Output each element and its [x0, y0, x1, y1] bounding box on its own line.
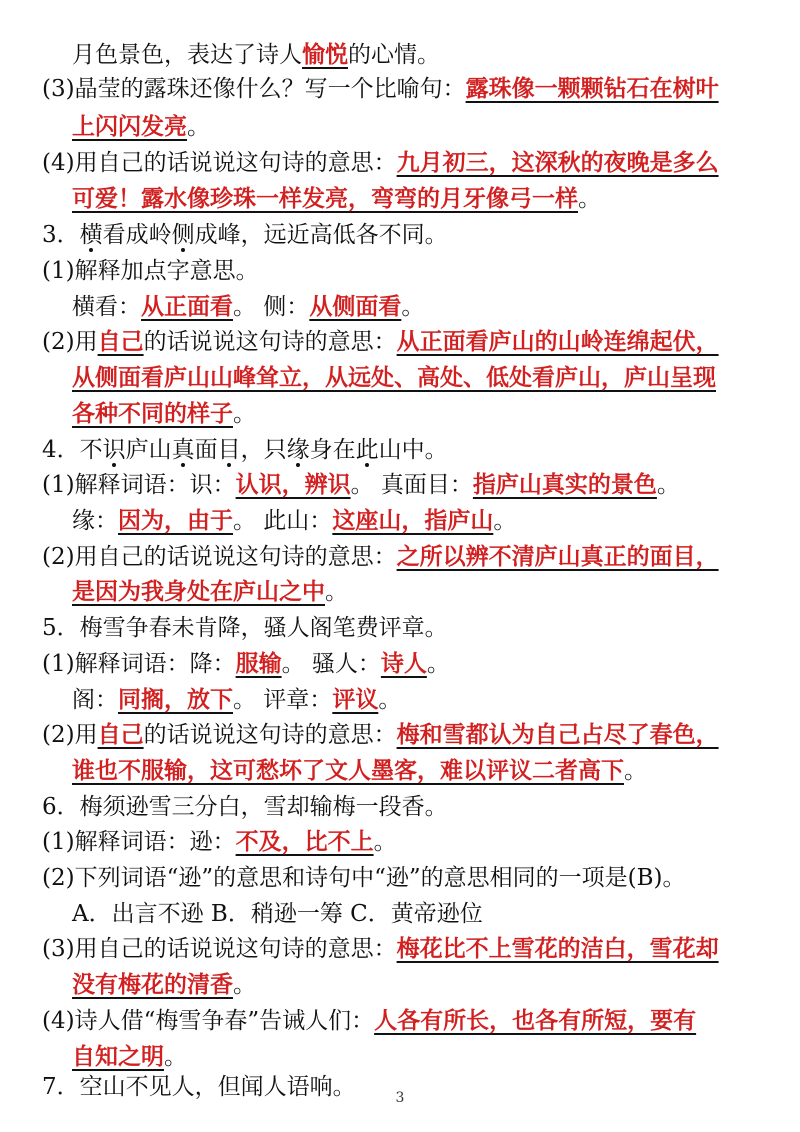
answer-text: 梅花比不上雪花的洁白，雪花却 — [396, 935, 719, 962]
answer-text: 没有梅花的清香 — [72, 971, 233, 998]
answer-text: 从正面看庐山的山岭连绵起伏， — [396, 328, 719, 355]
answer-text: 从正面看 — [141, 293, 233, 320]
text-line — [42, 146, 770, 180]
prompt-text: 3． — [42, 222, 80, 248]
dotted-char: 横 — [79, 222, 103, 248]
answer-text: 谁也不服输，这可愁坏了文人墨客，难以评议二者高下 — [72, 757, 624, 784]
text-line — [42, 540, 770, 574]
prompt-text: (3)用自己的话说说这句诗的意思： — [42, 936, 397, 962]
prompt-text: ，只 — [240, 437, 287, 463]
prompt-text: 缘： — [72, 508, 118, 534]
text-line — [72, 575, 770, 609]
dotted-char: 真 — [171, 437, 195, 463]
answer-text: 自己 — [97, 721, 144, 748]
prompt-text: 。 评章： — [233, 687, 333, 713]
answer-text: 评议 — [332, 686, 379, 713]
dotted-char: 此 — [355, 437, 379, 463]
answer-text: 自己 — [97, 328, 144, 355]
prompt-text: 4．不 — [42, 437, 103, 463]
text-line — [72, 290, 770, 324]
answer-text: 这座山，指庐山 — [332, 507, 494, 534]
prompt-text: (1)解释词语：逊： — [42, 829, 236, 855]
prompt-text: 庐山 — [125, 437, 172, 463]
answer-text: 从侧面看庐山山峰耸立，从远处、高处、低处看庐山，庐山呈现 — [72, 364, 716, 391]
prompt-text: (1)解释加点字意思。 — [42, 258, 259, 284]
answer-text: 露珠像一颗颗钻石在树叶 — [465, 75, 719, 102]
answer-text: 是因为我身处在庐山之中 — [72, 578, 325, 605]
dotted-char: 侧 — [171, 222, 195, 248]
text-line — [42, 254, 770, 288]
text-line — [72, 397, 770, 431]
prompt-text: (2)下列词语“逊”的意思和诗句中“逊”的意思相同的一项是(B)。 — [42, 865, 686, 891]
prompt-text: (2)用 — [42, 329, 98, 355]
text-line — [72, 683, 770, 717]
prompt-text: 的心情。 — [348, 42, 440, 68]
text-line — [42, 718, 770, 752]
text-line — [72, 504, 770, 538]
text-line — [42, 468, 770, 502]
answer-text: 诗人 — [380, 650, 427, 677]
prompt-text: 。 — [187, 114, 210, 140]
text-line — [72, 110, 770, 144]
prompt-text: 月色景色，表达了诗人 — [72, 42, 302, 68]
text-line — [72, 361, 770, 395]
answer-text: 各种不同的样子 — [72, 400, 233, 427]
prompt-text: 7．空山不见人，但闻人语响。 — [42, 1074, 356, 1100]
answer-text: 认识，辨识 — [235, 471, 351, 498]
text-line — [42, 647, 770, 681]
text-line — [42, 790, 770, 824]
dotted-char: 识 — [102, 437, 126, 463]
prompt-text: 。 — [164, 1044, 187, 1070]
prompt-text: 。 侧： — [233, 294, 310, 320]
prompt-text: 。 — [378, 687, 402, 713]
answer-text: 同搁，放下 — [118, 686, 233, 713]
text-line — [42, 611, 770, 645]
answer-text: 上闪闪发亮 — [72, 113, 187, 140]
prompt-text: 面 — [194, 437, 218, 463]
prompt-text: (2)用自己的话说说这句诗的意思： — [42, 544, 397, 570]
prompt-text: 的话说说这句诗的意思： — [143, 329, 397, 355]
prompt-text: (3)晶莹的露珠还像什么？写一个比喻句： — [42, 76, 466, 102]
dotted-char: 目 — [217, 437, 241, 463]
prompt-text: 。 — [233, 972, 256, 998]
prompt-text: (2)用 — [42, 722, 98, 748]
answer-text: 梅和雪都认为自己占尽了春色， — [396, 721, 719, 748]
prompt-text: 。 — [578, 186, 601, 212]
prompt-text: 横看： — [72, 294, 141, 320]
prompt-text: 。 — [325, 579, 348, 605]
answer-text: 从侧面看 — [309, 293, 402, 320]
text-line — [72, 38, 770, 72]
text-line — [42, 1004, 770, 1038]
text-line — [42, 72, 770, 106]
prompt-text: 。 — [426, 651, 450, 677]
answer-text: 指庐山真实的景色 — [472, 471, 657, 498]
prompt-text: 看成岭 — [102, 222, 172, 248]
answer-text: 人各有所长，也各有所短，要有 — [374, 1007, 697, 1034]
page-number: 3 — [395, 1090, 405, 1106]
text-line — [42, 325, 770, 359]
prompt-text: 的话说说这句诗的意思： — [143, 722, 397, 748]
text-line — [42, 825, 770, 859]
prompt-text: 阁： — [72, 687, 118, 713]
answer-text: 自知之明 — [72, 1043, 164, 1070]
prompt-text: 身在 — [309, 437, 356, 463]
prompt-text: 。 — [233, 401, 256, 427]
text-line — [72, 754, 770, 788]
text-line — [42, 433, 770, 467]
prompt-text: (4)诗人借“梅雪争春”告诫人们： — [42, 1008, 375, 1034]
answer-text: 可爱！露水像珍珠一样发亮，弯弯的月牙像弓一样 — [72, 185, 578, 212]
prompt-text: (1)解释词语：识： — [42, 472, 236, 498]
text-line — [42, 932, 770, 966]
text-line — [72, 182, 770, 216]
answer-text: 九月初三，这深秋的夜晚是多么 — [396, 149, 719, 176]
prompt-text: 成峰，远近高低各不同。 — [194, 222, 448, 248]
answer-text: 服输 — [235, 650, 282, 677]
answer-text: 愉悦 — [302, 41, 348, 68]
prompt-text: (4)用自己的话说说这句诗的意思： — [42, 150, 397, 176]
answer-text: 之所以辨不清庐山真正的面目， — [396, 543, 719, 570]
prompt-text: 。 此山： — [233, 508, 333, 534]
prompt-text: 。 骚人： — [281, 651, 381, 677]
dotted-char: 缘 — [286, 437, 310, 463]
prompt-text: 。 真面目： — [350, 472, 473, 498]
text-line — [42, 861, 770, 895]
text-line — [72, 1040, 770, 1074]
text-line — [42, 218, 770, 252]
text-line — [72, 897, 770, 931]
prompt-text: (1)解释词语：降： — [42, 651, 236, 677]
prompt-text: 6．梅须逊雪三分白，雪却输梅一段香。 — [42, 794, 448, 820]
answer-text: 不及，比不上 — [235, 828, 374, 855]
prompt-text: A．出言不逊 B．稍逊一筹 C．黄帝逊位 — [72, 901, 483, 927]
prompt-text: 。 — [493, 508, 517, 534]
answer-text: 因为，由于 — [118, 507, 233, 534]
prompt-text: 。 — [401, 294, 425, 320]
prompt-text: 。 — [656, 472, 680, 498]
prompt-text: 。 — [624, 758, 647, 784]
prompt-text: 5．梅雪争春未肯降，骚人阁笔费评章。 — [42, 615, 448, 641]
prompt-text: 。 — [373, 829, 397, 855]
prompt-text: 山中。 — [378, 437, 448, 463]
text-line — [72, 968, 770, 1002]
